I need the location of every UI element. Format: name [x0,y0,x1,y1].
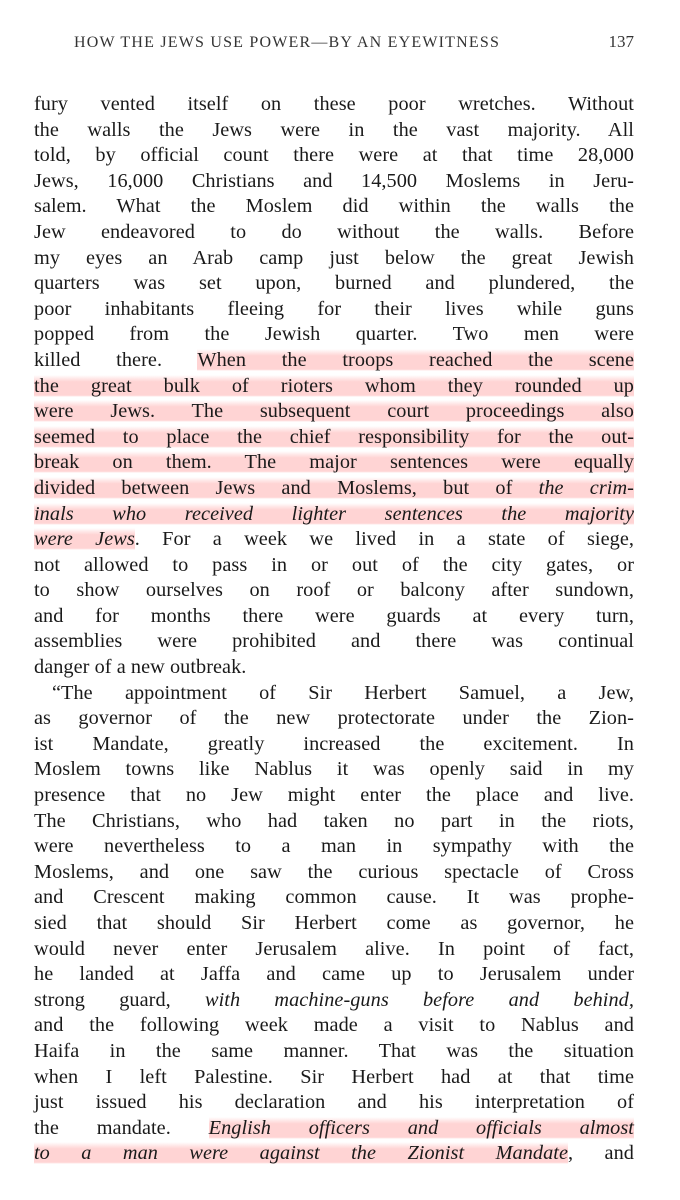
text-segment: and Crescent making common cause. It was prophe- [34,886,634,909]
text-line [34,118,634,144]
text-segment: the walls the Jews were in the vast majority. All [34,118,634,141]
highlighted-text: the crim- [538,476,634,499]
text-line [34,962,634,988]
text-line [34,322,634,348]
text-segment: sied that should Sir Herbert come as governor, he [34,912,634,934]
text-segment: and for months there were guards at every turn, [34,604,634,627]
highlighted-text: inals who received lighter sentences the majority [34,502,634,525]
text-line [34,578,634,604]
italic-text: with machine-guns before and behind, [205,988,634,1011]
text-segment: poor inhabitants fleeing for their lives while guns [34,297,634,320]
text-line [34,834,634,860]
text-line [34,297,634,323]
highlighted-text: seemed to place the chief responsibility for the out- [34,425,634,448]
text-line [34,169,634,195]
text-segment: were nevertheless to a man in sympathy with the [34,835,634,858]
text-segment: “The appointment of Sir Herbert Samuel, a Jew, [52,681,634,704]
highlighted-text: break on them. The major sentences were equally [34,451,634,474]
highlighted-text: were Jews [34,528,135,551]
text-line [34,757,634,783]
text-segment: as governor of the new protectorate under the Zion- [34,707,634,730]
highlighted-text: English officers and officials almost [208,1116,634,1139]
text-segment: just issued his declaration and his interpretation of [34,1091,634,1114]
text-segment: popped from the Jewish quarter. Two men were [34,323,634,346]
text-line [34,527,634,553]
text-line [34,681,634,707]
text-segment: salem. What the Moslem did within the walls the [34,195,634,218]
text-segment: killed there. [34,348,198,371]
text-segment: Moslems, and one saw the curious spectacle of Cross [34,860,634,883]
text-segment: , and [568,1142,634,1165]
text-segment: he landed at Jaffa and came up to Jerusalem under [34,963,634,986]
text-segment: The Christians, who had taken no part in the riots, [34,809,634,832]
running-head [74,32,634,52]
highlighted-text: divided between Jews and Moslems, but of [34,476,539,499]
text-segment: Moslem towns like Nablus it was openly said in my [34,758,634,781]
text-segment: the mandate. [34,1116,209,1139]
text-segment: fury vented itself on these poor wretches. Without [34,93,634,115]
text-line [34,860,634,886]
text-line [34,399,634,425]
text-line [34,450,634,476]
running-title: HOW THE JEWS USE POWER—BY AN EYEWITNESS [74,34,501,51]
text-line [34,194,634,220]
highlighted-text: to a man were against the Zionist Mandate [34,1142,569,1165]
text-line [34,1141,634,1167]
page-number: 137 [608,32,634,51]
text-line [34,348,634,374]
text-segment: . For a week we lived in a state of siege, [134,528,634,551]
text-segment: assemblies were prohibited and there was continual [34,630,634,653]
text-line [34,425,634,451]
text-segment: strong guard, [34,988,206,1011]
text-segment: told, by official count there were at that time 28,000 [34,144,634,167]
text-segment: Jews, 16,000 Christians and 14,500 Moslems in Jeru- [34,169,634,192]
text-segment: when I left Palestine. Sir Herbert had at that time [34,1065,634,1088]
highlighted-text: the great bulk of rioters whom they rounded up [34,374,634,397]
text-segment: Haifa in the same manner. That was the situation [34,1039,634,1062]
text-line [34,220,634,246]
text-segment: presence that no Jew might enter the place and live. [34,784,634,807]
text-line [34,1116,634,1142]
text-line [34,1039,634,1065]
text-line [34,604,634,630]
text-line [34,553,634,579]
text-segment: my eyes an Arab camp just below the great Jewish [34,246,634,269]
text-segment: quarters was set upon, burned and plundered, the [34,272,634,295]
text-line [34,246,634,272]
text-line [34,271,634,297]
text-line [34,885,634,911]
text-line [34,988,634,1014]
body-text [34,92,634,1167]
text-line [34,809,634,835]
text-line [34,92,634,118]
text-line [34,732,634,758]
text-line [34,1065,634,1091]
text-line [34,655,634,681]
text-segment: to show ourselves on roof or balcony after sundown, [34,579,634,602]
highlighted-text: When the troops reached the scene [197,348,635,371]
text-line [34,143,634,169]
text-line [34,783,634,809]
text-segment: ist Mandate, greatly increased the excitement. In [34,732,634,755]
highlighted-text: were Jews. The subsequent court proceedings also [34,400,634,423]
text-line [34,937,634,963]
text-segment: Jew endeavored to do without the walls. Before [34,220,634,243]
text-line [34,502,634,528]
text-line [34,1090,634,1116]
text-line [34,911,634,937]
text-line [34,706,634,732]
text-line [34,476,634,502]
text-segment: would never enter Jerusalem alive. In point of fact, [34,937,634,960]
text-line [34,1013,634,1039]
text-segment: not allowed to pass in or out of the city gates, or [34,553,634,576]
text-segment: danger of a new outbreak. [34,656,247,679]
text-line [34,629,634,655]
text-line [34,374,634,400]
text-segment: and the following week made a visit to Nablus and [34,1014,634,1037]
